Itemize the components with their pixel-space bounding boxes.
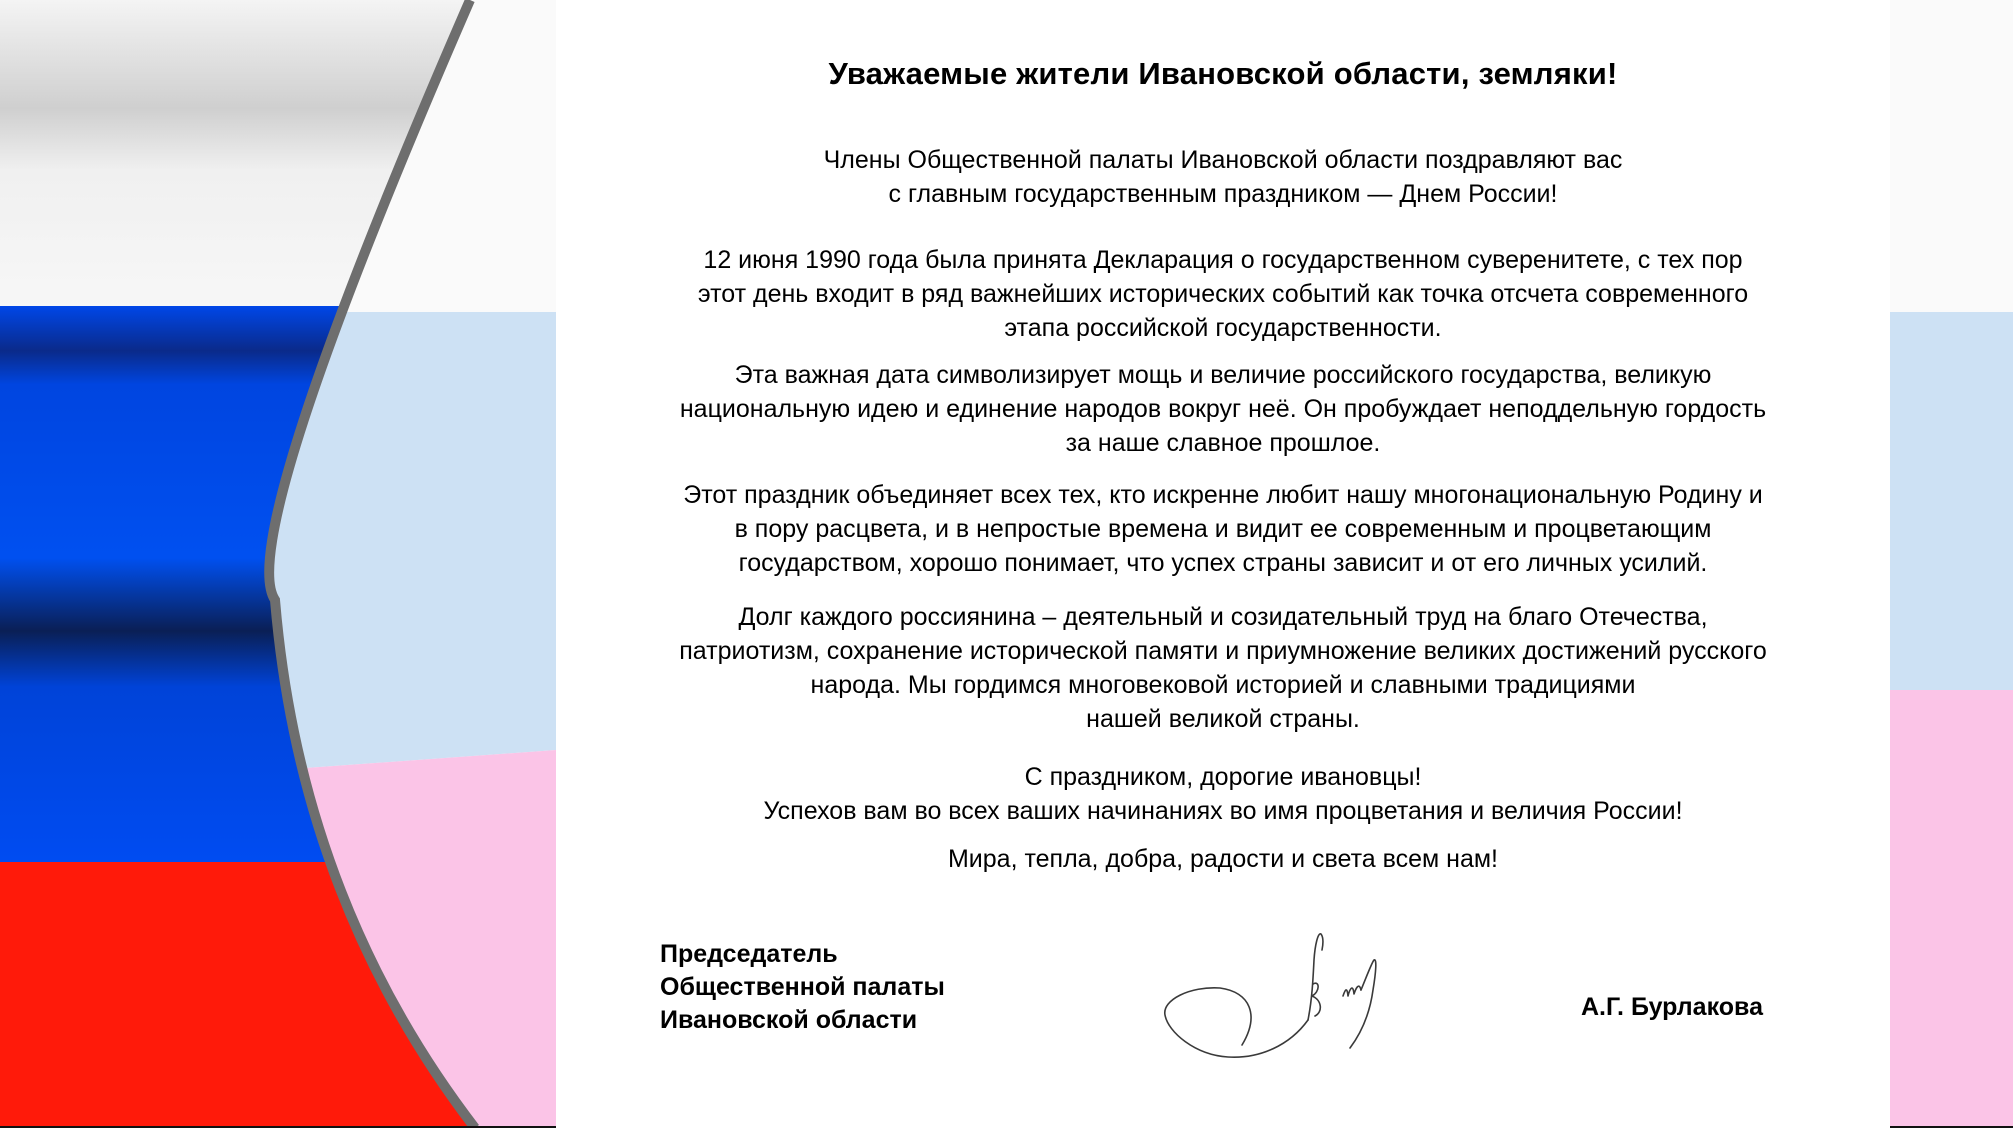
- paragraph-wishes: [556, 842, 1890, 876]
- text-line: в пору расцвета, и в непростые времена и видит ее современным и процветающим: [734, 515, 1712, 543]
- text-line: народа. Мы гордимся многовековой историей и славными традициями: [810, 671, 1636, 699]
- text-line: Члены Общественной палаты Ивановской области поздравляют вас: [823, 146, 1623, 174]
- handwritten-signature-icon: [1150, 920, 1400, 1070]
- text-line: за наше славное прошлое.: [1065, 429, 1381, 457]
- signatory-name: А.Г. Бурлакова: [1581, 993, 1763, 1021]
- text-line: государством, хорошо понимает, что успех страны зависит и от его личных усилий.: [738, 549, 1708, 577]
- text-line: С праздником, дорогие ивановцы!: [1024, 763, 1422, 791]
- text-line: этот день входит в ряд важнейших исторических событий как точка отсчета современного: [697, 280, 1749, 308]
- text-line: Мира, тепла, добра, радости и света всем нам!: [947, 845, 1499, 873]
- text-line: Долг каждого россиянина – деятельный и созидательный труд на благо Отечества,: [738, 603, 1708, 631]
- paragraph-unity: [556, 478, 1890, 580]
- text-line: национальную идею и единение народов вокруг неё. Он пробуждает неподдельную гордость: [679, 395, 1767, 423]
- text-line: этапа российской государственности.: [1004, 314, 1442, 342]
- paragraph-congratulation: [556, 760, 1890, 828]
- text-line: Председатель: [660, 940, 838, 968]
- signatory-position: [660, 938, 945, 1037]
- paragraph-declaration: [556, 243, 1890, 345]
- paragraph-duty: [556, 600, 1890, 736]
- text-line: Эта важная дата символизирует мощь и величие российского государства, великую: [734, 361, 1712, 389]
- text-line: Ивановской области: [660, 1006, 918, 1034]
- paragraph-greeting-intro: [556, 143, 1890, 211]
- text-line: 12 июня 1990 года была принята Декларация о государственном суверенитете, с тех пор: [703, 246, 1743, 274]
- text-line: нашей великой страны.: [1086, 705, 1360, 733]
- text-line: Этот праздник объединяет всех тех, кто искренне любит нашу многонациональную Родину и: [683, 481, 1763, 509]
- text-line: патриотизм, сохранение исторической памяти и приумножение великих достижений русского: [679, 637, 1767, 665]
- text-line: Успехов вам во всех ваших начинаниях во имя процветания и величия России!: [763, 797, 1683, 825]
- text-line: с главным государственным праздником — Днем России!: [888, 180, 1558, 208]
- text-line: Общественной палаты: [660, 973, 945, 1001]
- paragraph-symbolism: [556, 358, 1890, 460]
- letter-title: Уважаемые жители Ивановской области, земляки!: [828, 56, 1618, 91]
